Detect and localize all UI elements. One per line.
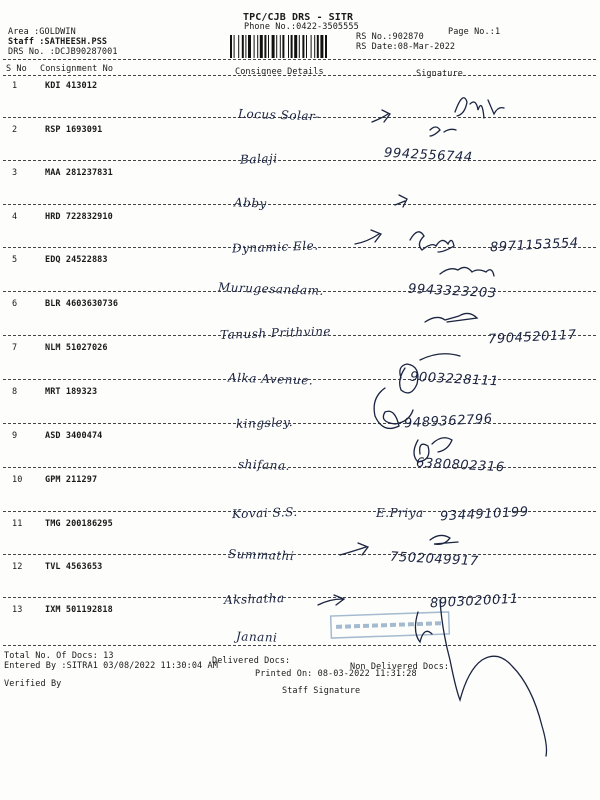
total-docs: Total No. Of Docs: 13 <box>4 651 114 661</box>
signature-2 <box>430 127 456 136</box>
row-consignment-number: NLM 51027026 <box>45 343 108 353</box>
column-header-consignment: Consignment No <box>40 64 114 74</box>
row-divider <box>3 204 596 205</box>
row-sno: 10 <box>12 475 23 485</box>
signature-5 <box>410 232 454 252</box>
handwritten-receiver-name: E.Priya <box>376 506 424 520</box>
divider <box>3 645 596 646</box>
printed-on: Printed On: 08-03-2022 11:31:28 <box>255 669 417 679</box>
handwritten-consignee-name: Janani <box>235 629 278 645</box>
arrow-4 <box>395 195 407 207</box>
row-sno: 5 <box>12 255 18 265</box>
divider <box>3 75 596 76</box>
signature-12 <box>430 535 458 544</box>
row-divider <box>3 160 596 161</box>
handwritten-phone-number: 8971153554 <box>489 235 580 256</box>
row-sno: 1 <box>12 81 18 91</box>
row-consignment-number: MAA 281237831 <box>45 168 113 178</box>
row-divider <box>3 467 596 468</box>
delivered-docs: Delivered Docs: <box>212 656 291 666</box>
handwritten-consignee-name: Tanush Prithvine <box>219 324 332 342</box>
row-divider <box>3 554 596 555</box>
row-consignment-number: EDQ 24522883 <box>45 255 108 265</box>
row-consignment-number: RSP 1693091 <box>45 125 103 135</box>
entered-by: Entered By :SITRA1 03/08/2022 11:30:04 AM <box>4 661 218 671</box>
handwritten-phone-number: 6380802316 <box>415 455 506 476</box>
row-sno: 8 <box>12 387 18 397</box>
row-sno: 7 <box>12 343 18 353</box>
row-consignment-number: KDI 413012 <box>45 81 98 91</box>
signature-7 <box>425 313 477 322</box>
handwritten-consignee-name: Abby <box>233 195 268 211</box>
signature-1 <box>455 98 504 118</box>
document-title: TPC/CJB DRS - SITR <box>243 12 354 23</box>
arrow-1 <box>372 110 390 122</box>
row-consignment-number: TMG 200186295 <box>45 519 113 529</box>
row-divider <box>3 423 596 424</box>
rs-date: RS Date:08-Mar-2022 <box>356 42 456 52</box>
row-consignment-number: GPM 211297 <box>45 475 98 485</box>
row-consignment-number: ASD 3400474 <box>45 431 103 441</box>
handwritten-consignee-name: Kovai S.S. <box>231 504 298 522</box>
staff-signature-scribble <box>440 600 547 756</box>
row-consignment-number: IXM 501192818 <box>45 605 113 615</box>
handwritten-consignee-name: Dynamic Ele. <box>231 238 319 256</box>
drs-number: DRS No. :DCJB90287001 <box>8 47 118 57</box>
ink-stamp <box>330 608 451 642</box>
row-sno: 12 <box>12 562 23 572</box>
handwritten-phone-number: 9943323203 <box>407 281 498 302</box>
handwritten-phone-number: 9489362796 <box>403 411 494 432</box>
row-sno: 11 <box>12 519 23 529</box>
row-sno: 13 <box>12 605 23 615</box>
handwritten-consignee-name: Balaji <box>239 151 278 167</box>
divider <box>3 59 596 60</box>
staff-label: Staff :SATHEESH.PSS <box>8 37 108 47</box>
handwritten-phone-number: 7502049917 <box>389 549 480 570</box>
signature-6 <box>440 267 494 276</box>
handwritten-phone-number: 9003228111 <box>409 369 500 390</box>
handwritten-phone-number: 9942556744 <box>383 145 474 166</box>
row-sno: 9 <box>12 431 18 441</box>
column-header-consignee: Consignee Details <box>235 67 324 77</box>
row-sno: 6 <box>12 299 18 309</box>
handwritten-consignee-name: shifana. <box>237 457 291 473</box>
row-sno: 3 <box>12 168 18 178</box>
verified-by: Verified By <box>4 679 62 689</box>
handwritten-consignee-name: Akshatha <box>223 590 285 608</box>
rs-number: RS No.:902870 <box>356 32 424 42</box>
row-sno: 2 <box>12 125 18 135</box>
handwritten-consignee-name: Alka Avenue. <box>227 370 314 388</box>
column-header-signature: Signature <box>416 69 463 79</box>
handwritten-consignee-name: Summathi <box>227 546 295 564</box>
row-consignment-number: BLR 4603630736 <box>45 299 119 309</box>
staff-signature-label: Staff Signature <box>282 686 361 696</box>
handwritten-phone-number: 7904520117 <box>487 327 578 348</box>
row-consignment-number: MRT 189323 <box>45 387 98 397</box>
handwritten-consignee-name: Locus Solar- <box>237 106 321 124</box>
handwritten-phone-number: 8903020011 <box>429 591 520 612</box>
handwritten-consignee-name: Murugesandam. <box>217 280 325 298</box>
phone-number: Phone No.:0422-3505555 <box>244 22 359 32</box>
row-consignment-number: TVL 4563653 <box>45 562 103 572</box>
handwritten-consignee-name: kingsley. <box>235 415 294 431</box>
row-consignment-number: HRD 722832910 <box>45 212 113 222</box>
arrow-5 <box>355 230 381 244</box>
area-label: Area :GOLDWIN <box>8 27 76 37</box>
row-sno: 4 <box>12 212 18 222</box>
barcode <box>230 35 352 58</box>
non-delivered-docs: Non Delivered Docs: <box>350 662 450 672</box>
page-number: Page No.:1 <box>448 27 501 37</box>
handwritten-phone-number: 9344910199 <box>439 504 530 525</box>
column-header-sno: S No <box>6 64 27 74</box>
